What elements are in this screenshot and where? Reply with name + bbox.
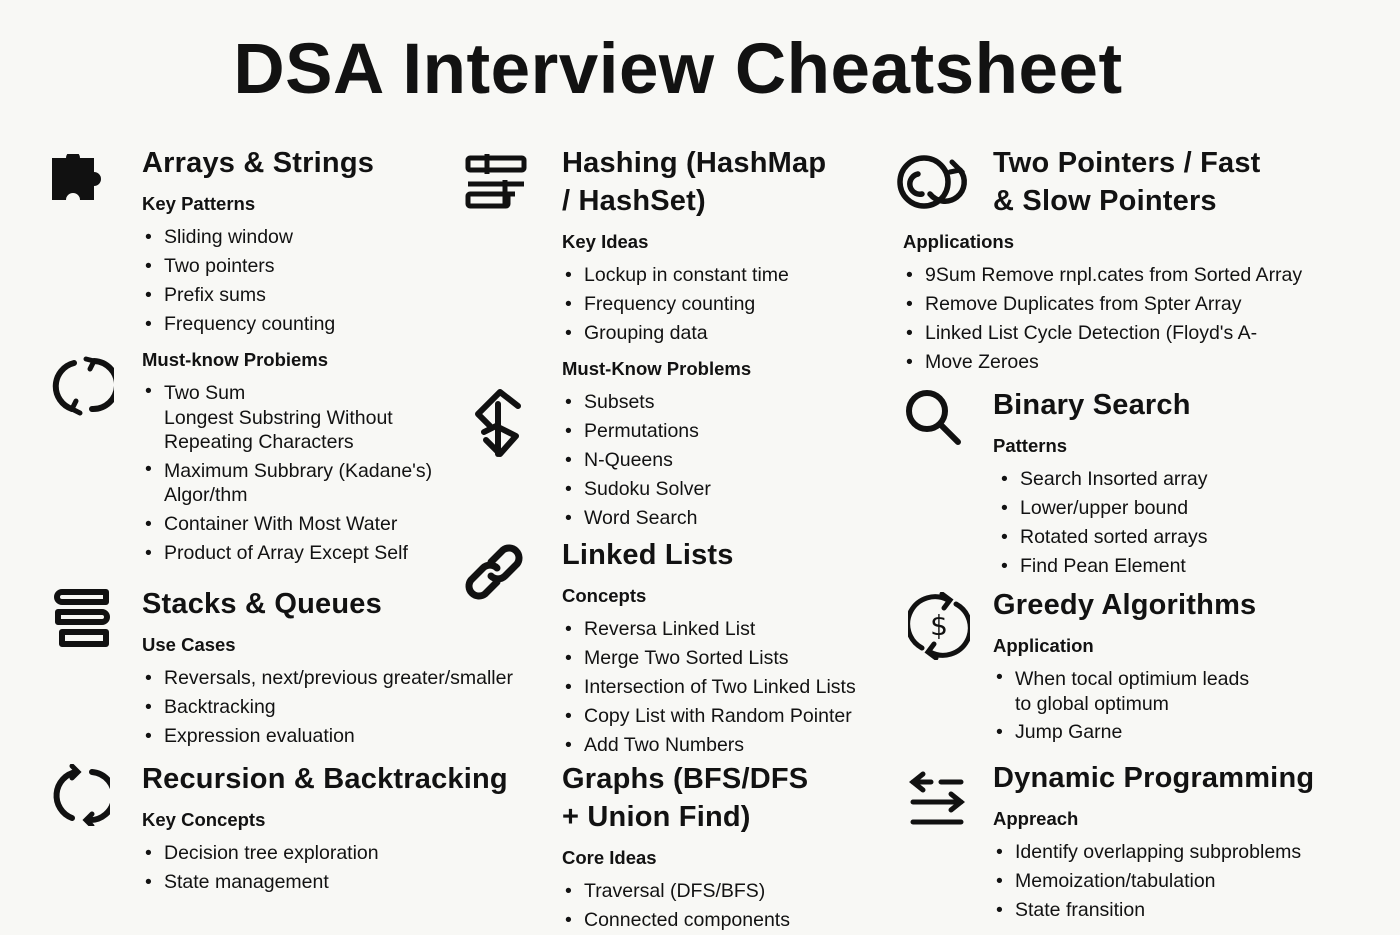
section-heading: Two Pointers / Fast & Slow Pointers [993,147,1261,217]
bullet-list [562,261,826,348]
list-item: • 9Sum Remove rnpl.cates from Sorted Array [903,261,1302,290]
section-dp [993,759,1314,925]
section-subheading: Patterns [993,435,1068,456]
swap-arrows-icon [909,770,965,828]
list-item: • Prefix sums [142,281,432,310]
bullet-list [142,223,432,339]
list-item: • When tocal optimium leads to global optimum [993,665,1256,718]
section-subheading: Core Ideas [562,847,657,868]
section-heading: Graphs (BFS/DFS + Union Find) [562,763,809,833]
list-item: • Intersection of Two Linked Lists [562,673,856,702]
section-heading: Linked Lists [562,539,734,571]
list-item: • Find Pean Element [998,552,1208,581]
bullet-list [142,839,508,897]
section-subheading: Key Patterns [142,193,256,214]
list-item: • Remove Duplicates from Spter Array [903,290,1302,319]
list-item: • Traversal (DFS/BFS) [562,877,808,906]
list-item: • Product of Array Except Self [142,539,432,568]
list-item: • Add Two Numbers [562,731,856,760]
bullet-list [562,615,856,760]
list-item: • Decision tree exploration [142,839,508,868]
section-heading: Binary Search [993,389,1191,421]
list-item: • Expression evaluation [142,722,513,751]
section-heading: Greedy Algorithms [993,589,1257,621]
section-binary [993,386,1208,581]
list-item: • Move Zeroes [903,348,1302,377]
section-subheading: Must-know Probiems [142,349,329,370]
list-item: • Reversals, next/previous greater/smaller [142,664,513,693]
section-heading: Hashing (HashMap / HashSet) [562,147,827,217]
list-item: • Grouping data [562,319,826,348]
list-item: • Two Sum Longest Substring Without Repeating Characters [142,379,432,457]
rotate-arrows-icon [52,764,110,826]
dollar-cycle-icon [908,592,970,660]
list-item: • Frequency counting [142,310,432,339]
list-item: • Frequency counting [562,290,826,319]
section-subheading: Appreach [993,808,1079,829]
list-item: • Backtracking [142,693,513,722]
section-heading: Arrays & Strings [142,147,375,179]
section-arrays [142,144,432,568]
list-item: • Container With Most Water [142,510,432,539]
section-recursion [142,760,508,897]
section-hashing [562,144,826,533]
list-item: • Word Search [562,504,826,533]
bullet-list [993,665,1256,747]
list-item: • Merge Two Sorted Lists [562,644,856,673]
section-stacks [142,585,513,751]
list-item: • State fransition [993,896,1314,925]
section-subheading: Application [993,635,1094,656]
list-item: • Subsets [562,388,826,417]
section-heading: Dynamic Programming [993,762,1315,794]
bullet-list [142,379,432,568]
list-item: • Sliding window [142,223,432,252]
list-item: • Permutations [562,417,826,446]
section-twoptr [903,144,1302,377]
refresh-circle-icon [52,355,114,417]
section-subheading: Use Cases [142,634,236,655]
magnifier-icon [904,388,964,448]
list-item: • Sudoku Solver [562,475,826,504]
stack-layers-icon [54,588,110,648]
list-item: • Lockup in constant time [562,261,826,290]
section-subheading: Must-Know Problems [562,358,752,379]
list-item: • Connected components [562,906,808,935]
list-item: • Maximum Subbrary (Kadane's) Algor/thm [142,457,432,510]
list-item: • Reversa Linked List [562,615,856,644]
list-item: • Jump Garne [993,718,1256,747]
section-heading: Stacks & Queues [142,588,382,620]
list-item: • Copy List with Random Pointer [562,702,856,731]
s-diamond-icon [472,388,524,458]
bullet-list [993,838,1314,925]
section-subheading: Key Ideas [562,231,649,252]
list-item: • N-Queens [562,446,826,475]
svg-text:$: $ [930,609,948,642]
list-item: • Lower/upper bound [998,494,1208,523]
page-title: DSA Interview Cheatsheet [233,30,1123,109]
list-item: • Search Insorted array [998,465,1208,494]
list-item: • Two pointers [142,252,432,281]
bullet-list [562,877,808,935]
section-heading: Recursion & Backtracking [142,763,508,795]
sliders-plus-icon [465,152,527,212]
list-item: • Identify overlapping subproblems [993,838,1314,867]
section-subheading: Applications [903,231,1015,252]
puzzle-icon [50,154,112,202]
bullet-list [142,664,513,751]
section-subheading: Concepts [562,585,647,606]
bullet-list [562,388,826,533]
section-graphs [562,760,808,935]
list-item: • Memoization/tabulation [993,867,1314,896]
list-item: • State management [142,868,508,897]
section-greedy [993,586,1256,747]
bullet-list [903,261,1302,377]
list-item: • Linked List Cycle Detection (Floyd's A- [903,319,1302,348]
section-subheading: Key Concepts [142,809,266,830]
section-linked [562,536,856,760]
list-item: • Rotated sorted arrays [998,523,1208,552]
bullet-list [998,465,1208,581]
